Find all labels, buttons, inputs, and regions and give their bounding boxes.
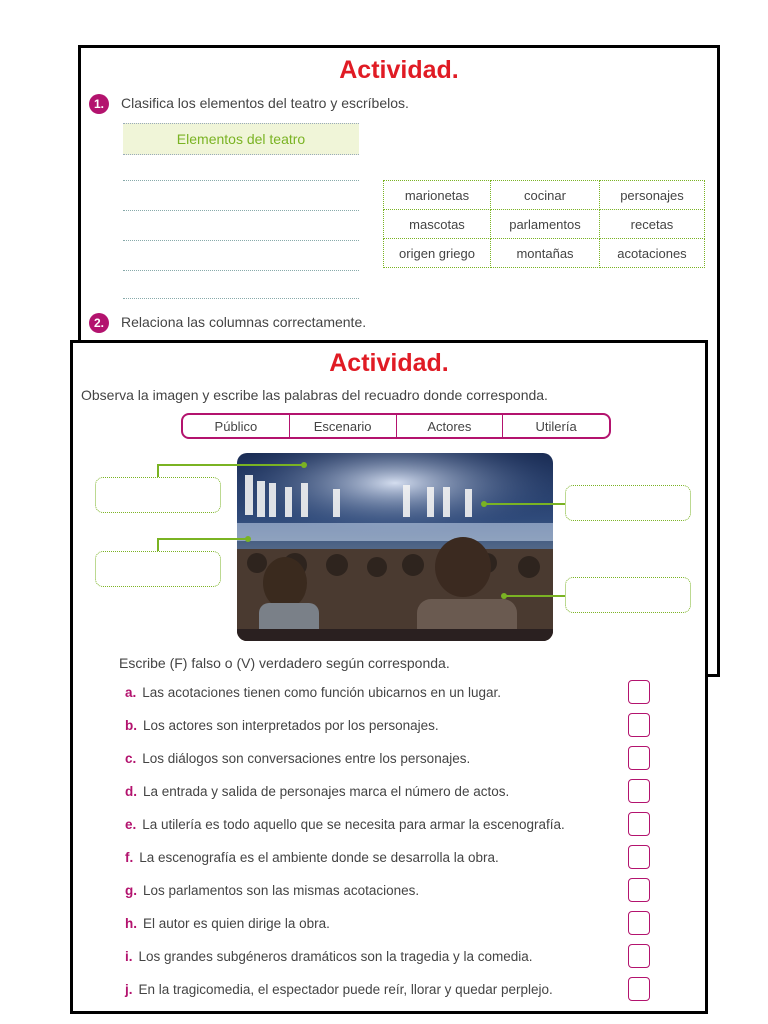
word-cell: origen griego: [384, 239, 491, 268]
connector-dot: [245, 536, 251, 542]
tf-statement: [125, 751, 470, 766]
tf-answer-box[interactable]: [628, 746, 650, 770]
tf-text: El autor es quien dirige la obra.: [143, 916, 330, 931]
elements-table-header: Elementos del teatro: [123, 123, 359, 155]
tf-letter: j.: [125, 982, 133, 997]
word-cell: recetas: [600, 210, 705, 239]
connector-line: [485, 503, 565, 505]
tf-text: Los diálogos son conversaciones entre los personajes.: [142, 751, 471, 766]
word-grid-row: [384, 181, 705, 210]
connector-dot: [481, 501, 487, 507]
tf-statement: [125, 784, 509, 799]
tf-text: La escenografía es el ambiente donde se desarrolla la obra.: [139, 850, 499, 865]
tf-letter: a.: [125, 685, 137, 700]
question-number-badge: 1.: [89, 94, 109, 114]
tf-answer-box[interactable]: [628, 812, 650, 836]
tf-answer-box[interactable]: [628, 680, 650, 704]
worksheet-2: [70, 340, 708, 1014]
answer-line[interactable]: [123, 210, 359, 211]
word-grid: [383, 180, 705, 268]
tf-text: La entrada y salida de personajes marca el número de actos.: [143, 784, 510, 799]
activity-title: Actividad.: [329, 349, 449, 377]
word-bank-item: Actores: [397, 415, 504, 437]
word-cell: montañas: [491, 239, 600, 268]
tf-statement: [125, 883, 419, 898]
tf-text: Los actores son interpretados por los personajes.: [143, 718, 439, 733]
tf-text: Los parlamentos son las mismas acotaciones.: [143, 883, 420, 898]
theater-photo: [237, 453, 553, 641]
tf-statement: [125, 685, 501, 700]
tf-letter: b.: [125, 718, 137, 733]
answer-line[interactable]: [123, 298, 359, 299]
true-false-instruction: Escribe (F) falso o (V) verdadero según corresponda.: [119, 655, 450, 671]
word-bank-item: Público: [183, 415, 290, 437]
tf-answer-box[interactable]: [628, 977, 650, 1001]
tf-statement: [125, 949, 533, 964]
tf-statement: [125, 982, 553, 997]
connector-dot: [301, 462, 307, 468]
tf-letter: c.: [125, 751, 137, 766]
answer-box-bottom-left[interactable]: [95, 551, 221, 587]
question-1-instruction: Clasifica los elementos del teatro y escríbelos.: [121, 95, 409, 111]
tf-statement: [125, 850, 499, 865]
tf-text: Los grandes subgéneros dramáticos son la tragedia y la comedia.: [138, 949, 533, 964]
theater-scene-image: [237, 453, 553, 641]
tf-statement: [125, 817, 565, 832]
word-bank: [181, 413, 611, 439]
tf-letter: h.: [125, 916, 137, 931]
word-cell: personajes: [600, 181, 705, 210]
answer-line[interactable]: [123, 270, 359, 271]
word-cell: mascotas: [384, 210, 491, 239]
word-cell: acotaciones: [600, 239, 705, 268]
word-cell: parlamentos: [491, 210, 600, 239]
word-cell: marionetas: [384, 181, 491, 210]
answer-box-top-right[interactable]: [565, 485, 691, 521]
tf-answer-box[interactable]: [628, 911, 650, 935]
tf-statement: [125, 916, 330, 931]
activity-title: Actividad.: [339, 56, 459, 84]
connector-line: [157, 539, 159, 551]
tf-letter: g.: [125, 883, 137, 898]
connector-dot: [501, 593, 507, 599]
word-bank-item: Utilería: [535, 418, 577, 434]
question-2-instruction: Relaciona las columnas correctamente.: [121, 314, 367, 330]
answer-box-bottom-right[interactable]: [565, 577, 691, 613]
word-cell: cocinar: [491, 181, 600, 210]
word-grid-row: [384, 239, 705, 268]
tf-answer-box[interactable]: [628, 713, 650, 737]
tf-answer-box[interactable]: [628, 779, 650, 803]
tf-answer-box[interactable]: [628, 845, 650, 869]
answer-line[interactable]: [123, 240, 359, 241]
tf-text: Las acotaciones tienen como función ubicarnos en un lugar.: [142, 685, 502, 700]
tf-text: En la tragicomedia, el espectador puede reír, llorar y quedar perplejo.: [138, 982, 553, 997]
answer-box-top-left[interactable]: [95, 477, 221, 513]
tf-statement: [125, 718, 439, 733]
tf-answer-box[interactable]: [628, 878, 650, 902]
connector-line: [505, 595, 565, 597]
connector-line: [157, 465, 159, 477]
image-instruction: Observa la imagen y escribe las palabras del recuadro donde corresponda.: [81, 387, 548, 403]
connector-line: [157, 464, 303, 466]
answer-line[interactable]: [123, 180, 359, 181]
tf-letter: d.: [125, 784, 137, 799]
word-bank-item: Escenario: [290, 415, 397, 437]
question-number-badge: 2.: [89, 313, 109, 333]
tf-letter: i.: [125, 949, 133, 964]
connector-line: [157, 538, 247, 540]
tf-letter: f.: [125, 850, 134, 865]
word-grid-row: [384, 210, 705, 239]
tf-letter: e.: [125, 817, 137, 832]
tf-text: La utilería es todo aquello que se necesita para armar la escenografía.: [142, 817, 565, 832]
tf-answer-box[interactable]: [628, 944, 650, 968]
